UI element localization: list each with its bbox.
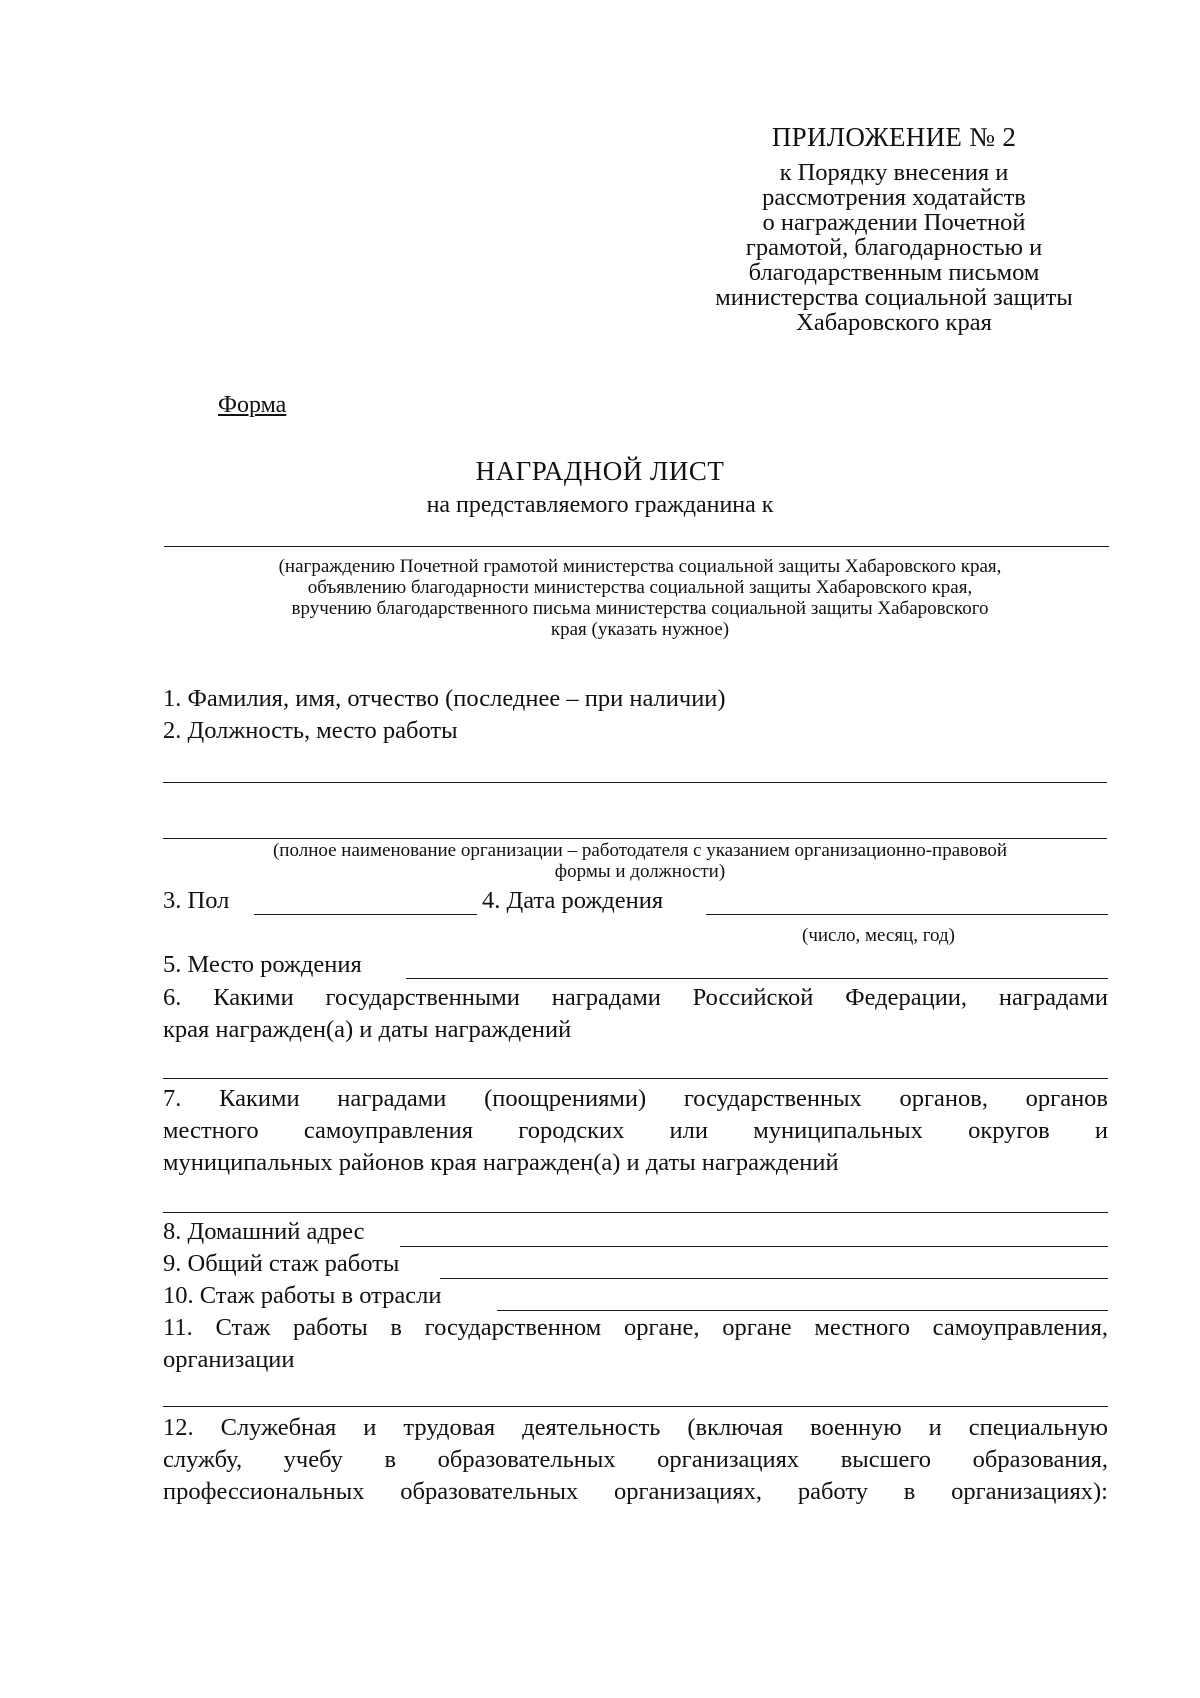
total-experience-fill-line[interactable] — [440, 1278, 1108, 1279]
gender-fill-line[interactable] — [254, 914, 477, 915]
field-state-awards-line2: края награжден(а) и даты награждений — [163, 1016, 572, 1043]
appendix-line: министерства социальной защиты — [715, 284, 1073, 311]
paragraph-text: 7. Какими наградами (поощрениями) государственных органов, органов — [163, 1085, 1108, 1112]
field-other-awards-line3: муниципальных районов края награжден(а) и даты награждений — [163, 1149, 839, 1176]
appendix-line: к Порядку внесения и — [779, 159, 1009, 186]
position-fill-line-2[interactable] — [163, 838, 1107, 839]
gov-experience-fill-line[interactable] — [163, 1406, 1108, 1407]
birth-date-caption: (число, месяц, год) — [802, 925, 956, 946]
field-career-line3 — [163, 1476, 1108, 1508]
home-address-fill-line[interactable] — [400, 1246, 1108, 1247]
caption-line: вручению благодарственного письма министерства социальной защиты Хабаровского — [291, 598, 989, 619]
position-fill-line-1[interactable] — [163, 782, 1107, 783]
appendix-line: рассмотрения ходатайств — [762, 184, 1026, 211]
document-subtitle: на представляемого гражданина к — [426, 492, 774, 518]
field-industry-experience: 10. Стаж работы в отрасли — [163, 1282, 442, 1309]
caption-line: формы и должности) — [554, 861, 726, 882]
field-gov-experience-line1 — [163, 1312, 1108, 1344]
award-type-fill-line[interactable] — [164, 546, 1109, 547]
field-total-experience: 9. Общий стаж работы — [163, 1250, 400, 1277]
birth-place-fill-line[interactable] — [406, 978, 1108, 979]
appendix-title: ПРИЛОЖЕНИЕ № 2 — [771, 122, 1017, 152]
paragraph-text: 6. Какими государственными наградами Российской Федерации, наградами — [163, 984, 1108, 1011]
field-career-line1 — [163, 1412, 1108, 1444]
industry-experience-fill-line[interactable] — [497, 1310, 1108, 1311]
field-career-line2 — [163, 1444, 1108, 1476]
field-state-awards-line1 — [163, 982, 1108, 1014]
paragraph-text: 12. Служебная и трудовая деятельность (включая военную и специальную — [163, 1414, 1108, 1441]
state-awards-fill-line[interactable] — [163, 1078, 1108, 1079]
appendix-description — [692, 160, 1096, 335]
position-caption — [150, 840, 1130, 882]
field-other-awards-line2 — [163, 1115, 1108, 1147]
field-gov-experience-line2: организации — [163, 1346, 295, 1373]
appendix-line: Хабаровского края — [796, 309, 992, 336]
field-other-awards-line1 — [163, 1083, 1108, 1115]
field-home-address: 8. Домашний адрес — [163, 1218, 365, 1245]
appendix-line: благодарственным письмом — [748, 259, 1040, 286]
caption-line: края (указать нужное) — [550, 619, 730, 640]
paragraph-text: профессиональных образовательных организациях, работу в организациях): — [163, 1478, 1108, 1505]
appendix-line: о награждении Почетной — [762, 209, 1026, 236]
paragraph-text: 11. Стаж работы в государственном органе, органе местного самоуправления, — [163, 1314, 1108, 1341]
paragraph-text: местного самоуправления городских или муниципальных округов и — [163, 1117, 1108, 1144]
paragraph-text: службу, учебу в образовательных организациях высшего образования, — [163, 1446, 1108, 1473]
document-title: НАГРАДНОЙ ЛИСТ — [475, 456, 725, 486]
caption-line: объявлению благодарности министерства социальной защиты Хабаровского края, — [307, 577, 973, 598]
birth-date-fill-line[interactable] — [706, 914, 1108, 915]
field-full-name: 1. Фамилия, имя, отчество (последнее – при наличии) — [163, 685, 726, 712]
field-gender: 3. Пол — [163, 887, 230, 914]
caption-line: (награждению Почетной грамотой министерства социальной защиты Хабаровского края, — [278, 556, 1002, 577]
field-position: 2. Должность, место работы — [163, 717, 458, 744]
caption-line: (полное наименование организации – работодателя с указанием организационно-правовой — [272, 840, 1008, 861]
appendix-line: грамотой, благодарностью и — [745, 234, 1043, 261]
other-awards-fill-line[interactable] — [163, 1212, 1108, 1213]
field-birth-date: 4. Дата рождения — [482, 887, 664, 914]
form-label: Форма — [218, 392, 287, 418]
field-birth-place: 5. Место рождения — [163, 951, 362, 978]
award-type-caption — [150, 556, 1130, 640]
